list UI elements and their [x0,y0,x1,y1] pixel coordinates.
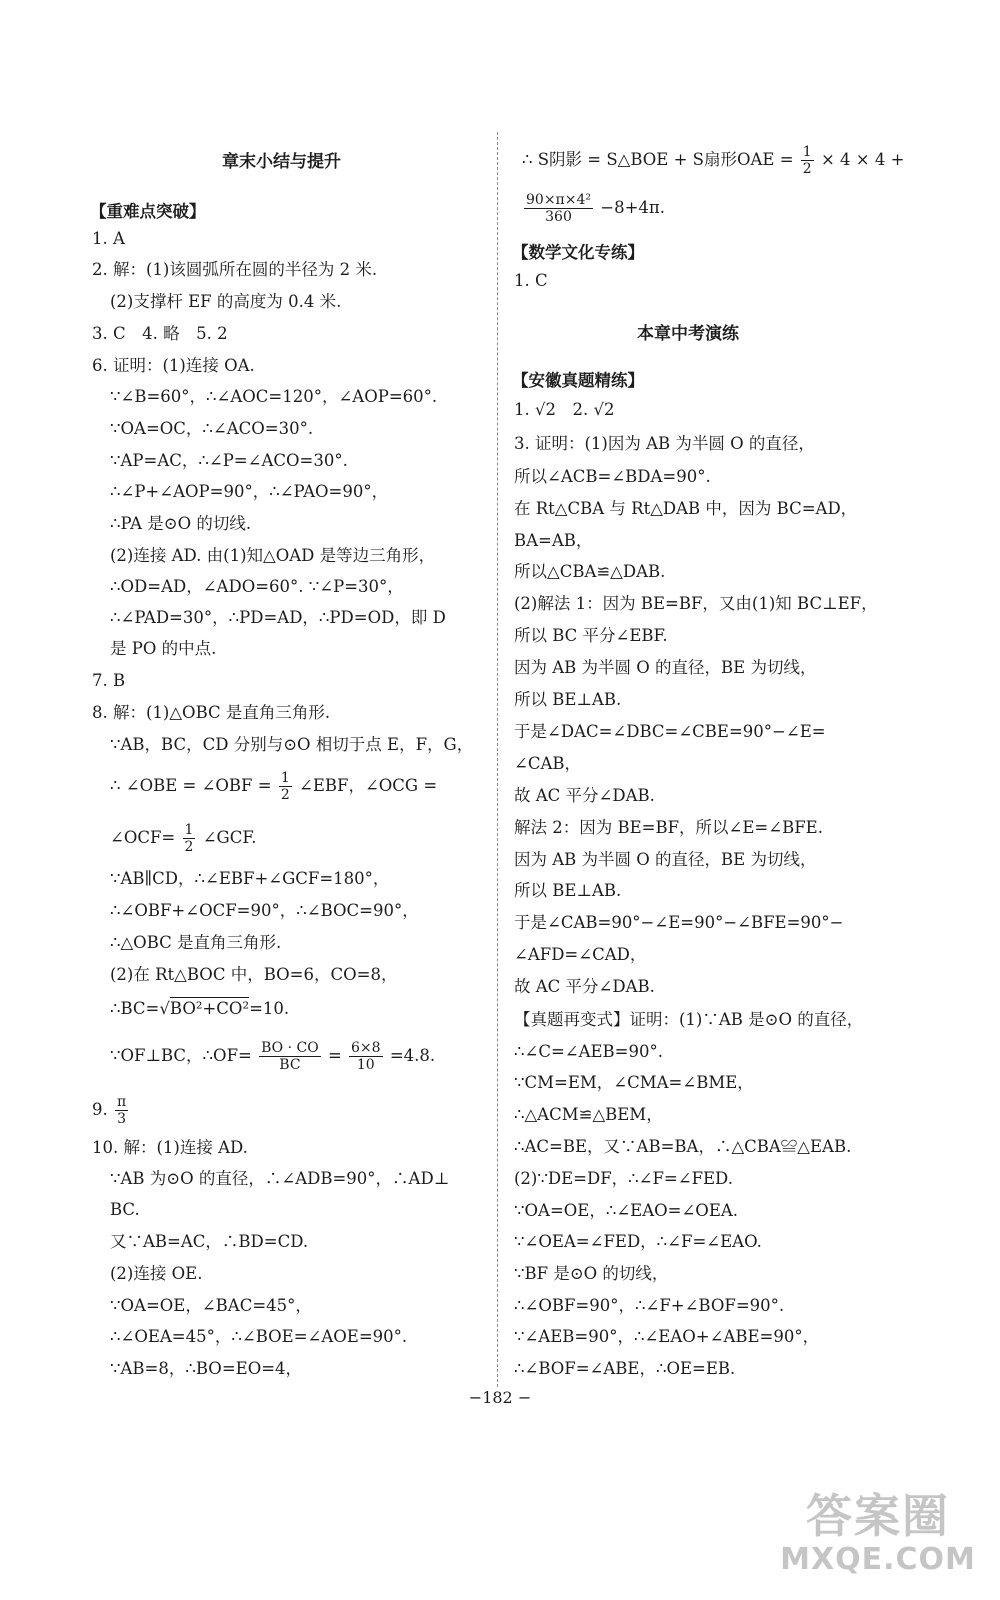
answer-line: BA=AB， [514,531,593,550]
answer-line: ∵∠B=60°，∴∠AOC=120°，∠AOP=60°. [110,387,438,406]
answer-line: ∴∠BOF=∠ABE，∴OE=EB. [514,1359,736,1378]
answer-line: (2)∵DE=DF，∴∠F=∠FED. [514,1169,733,1188]
answer-line: (2)支撑杆 EF 的高度为 0.4 米. [110,292,342,311]
section-title-summary: 章末小结与提升 [222,152,341,172]
heading-anhui-exam: 【安徽真题精练】 [512,371,644,390]
answer-line: 所以 BE⊥AB. [514,690,622,709]
text-segment: ∠OCF= [110,828,176,847]
text-segment: =4.8. [389,1046,436,1065]
answer-line: (2)解法 1：因为 BE=BF，又由(1)知 BC⊥EF， [514,594,878,613]
answer-line-with-fraction [522,192,665,225]
answer-line: 1. C [514,271,548,290]
answer-line: ∠AFD=∠CAD， [514,945,647,964]
answer-line: ∴∠OBF+∠OCF=90°，∴∠BOC=90°， [110,901,419,920]
text-segment: = [327,1046,342,1065]
answer-line: ∵BF 是⊙O 的切线， [514,1264,669,1283]
answer-line: ∵∠OEA=∠FED，∴∠F=∠EAO. [514,1232,762,1251]
answer-line: (2)连接 AD. 由(1)知△OAD 是等边三角形， [110,546,436,565]
answer-line: 1. √2 2. √2 [514,400,615,419]
answer-line: 6. 证明：(1)连接 OA. [92,356,255,375]
answer-line: 于是∠CAB=90°−∠E=90°−∠BFE=90°− [514,913,844,932]
page-number: −182 − [468,1388,532,1407]
text-segment: 9. [92,1100,108,1119]
section-title-exam: 本章中考演练 [637,324,739,344]
answer-line: 所以 BC 平分∠EBF. [514,626,668,645]
answer-line: ∴∠PAD=30°，∴PD=AD，∴PD=OD，即 D [110,608,446,627]
answer-line: ∴∠C=∠AEB=90°. [514,1042,663,1061]
answer-line: 故 AC 平分∠DAB. [514,786,655,805]
answer-line: ∵OA=OC，∴∠ACO=30°. [110,419,314,438]
answer-line: ∴△OBC 是直角三角形. [110,933,282,952]
answer-line: 1. A [92,229,125,248]
answer-line: ∵AB∥CD，∴∠EBF+∠GCF=180°， [110,869,390,888]
fraction-value: $\frac{6\times 8}{10}$ [351,1040,381,1073]
heading-key-points: 【重难点突破】 [90,202,206,221]
answer-line: 【真题再变式】证明：(1)∵AB 是⊙O 的直径， [514,1010,864,1029]
fraction-sector: $\frac{\text{90×π×4²}}{360}$ [526,192,591,225]
answer-line: 又∵AB=AC，∴BD=CD. [110,1232,309,1251]
watermark-text-top: 答案圈 [806,1489,950,1543]
answer-line: BC. [110,1200,140,1219]
answer-line: 因为 AB 为半圆 O 的直径，BE 为切线， [514,658,817,677]
answer-line: ∵AP=AC，∴∠P=∠ACO=30°. [110,451,348,470]
fraction-half: $\frac{1}{2}$ [184,822,194,855]
answer-line: ∴AC=BE，又∵AB=BA，∴△CBA≌△EAB. [514,1137,852,1156]
answer-line-with-fraction [110,770,437,803]
answer-line: ∠CAB， [514,754,581,773]
answer-line: 解法 2：因为 BE=BF，所以∠E=∠BFE. [514,818,823,837]
text-segment: ∠GCF. [202,828,257,847]
answer-line: 因为 AB 为半圆 O 的直径，BE 为切线， [514,850,817,869]
answer-line: 2. 解：(1)该圆弧所在圆的半径为 2 米. [92,260,378,279]
answer-line: ∴PA 是⊙O 的切线. [110,514,252,533]
answer-line: 于是∠DAC=∠DBC=∠CBE=90°−∠E= [514,722,826,741]
answer-line: ∵OA=OE，∴∠EAO=∠OEA. [514,1201,739,1220]
answer-line: 是 PO 的中点. [110,639,217,658]
fraction-half: $\frac{1}{2}$ [280,770,290,803]
answer-line: ∴∠OBF=90°，∴∠F+∠BOF=90°. [514,1296,785,1315]
text-segment: −8+4π. [600,198,665,217]
column-divider [497,132,498,1387]
answer-line-with-fraction [110,822,256,855]
text-segment: =10. [249,999,290,1018]
answer-line: ∵∠AEB=90°，∴∠EAO+∠ABE=90°， [514,1327,820,1346]
answer-line: (2)连接 OE. [110,1264,203,1283]
answer-line: 3. C 4. 略 5. 2 [92,324,228,343]
answer-line: 7. B [92,671,126,690]
answer-line: (2)在 Rt△BOC 中，BO=6，CO=8， [110,965,398,984]
answer-line: 所以 BE⊥AB. [514,881,622,900]
answer-line: ∵CM=EM，∠CMA=∠BME， [514,1073,754,1092]
answer-line: ∵AB=8，∴BO=EO=4， [110,1359,303,1378]
answer-line-with-fraction [110,1040,435,1073]
text-segment: ∴BC= [110,999,160,1018]
text-segment: ∠EBF，∠OCG = [299,776,438,795]
text-segment: ∴ ∠OBE = ∠OBF = [110,776,272,795]
watermark-logo [778,1480,978,1590]
sqrt-radicand: BO²+CO² [169,999,250,1018]
answer-line: 在 Rt△CBA 与 Rt△DAB 中，因为 BC=AD， [514,499,858,518]
heading-math-culture: 【数学文化专练】 [512,243,644,262]
sqrt-sign: √ [159,999,170,1018]
watermark-text-bottom: MXQE.COM [780,1542,976,1577]
answer-line: ∵AB 为⊙O 的直径，∴∠ADB=90°，∴AD⊥ [110,1169,450,1188]
answer-line-with-fraction [92,1094,130,1127]
fraction-half: $\frac{1}{2}$ [802,144,812,177]
answer-line: 故 AC 平分∠DAB. [514,977,655,996]
text-segment: ∴ S阴影 = S△BOE + S扇形OAE = [522,150,794,169]
answer-line: 所以∠ACB=∠BDA=90°. [514,467,711,486]
text-segment: ∵OF⊥BC，∴OF= [110,1046,252,1065]
text-segment: × 4 × 4 + [820,150,905,169]
fraction-pi-third: $\frac{\pi}{3}$ [117,1094,127,1127]
answer-line: 所以△CBA≌△DAB. [514,562,666,581]
fraction-bo-co: $\frac{BO \cdot CO}{BC}$ [261,1040,319,1073]
answer-line: 8. 解：(1)△OBC 是直角三角形. [92,703,331,722]
answer-line: ∵AB，BC，CD 分别与⊙O 相切于点 E，F，G， [110,735,474,754]
answer-line: ∴OD=AD，∠ADO=60°. ∵∠P=30°， [110,577,404,596]
answer-line-with-fraction [522,144,904,177]
answer-line: ∴∠P+∠AOP=90°，∴∠PAO=90°， [110,482,389,501]
answer-line-with-sqrt [110,998,289,1020]
answer-line: ∵OA=OE，∠BAC=45°， [110,1296,312,1315]
answer-line: 3. 证明：(1)因为 AB 为半圆 O 的直径， [514,434,815,453]
answer-line: 10. 解：(1)连接 AD. [92,1138,248,1157]
answer-line: ∴△ACM≌△BEM， [514,1105,663,1124]
answer-line: ∴∠OEA=45°，∴∠BOE=∠AOE=90°. [110,1327,408,1346]
